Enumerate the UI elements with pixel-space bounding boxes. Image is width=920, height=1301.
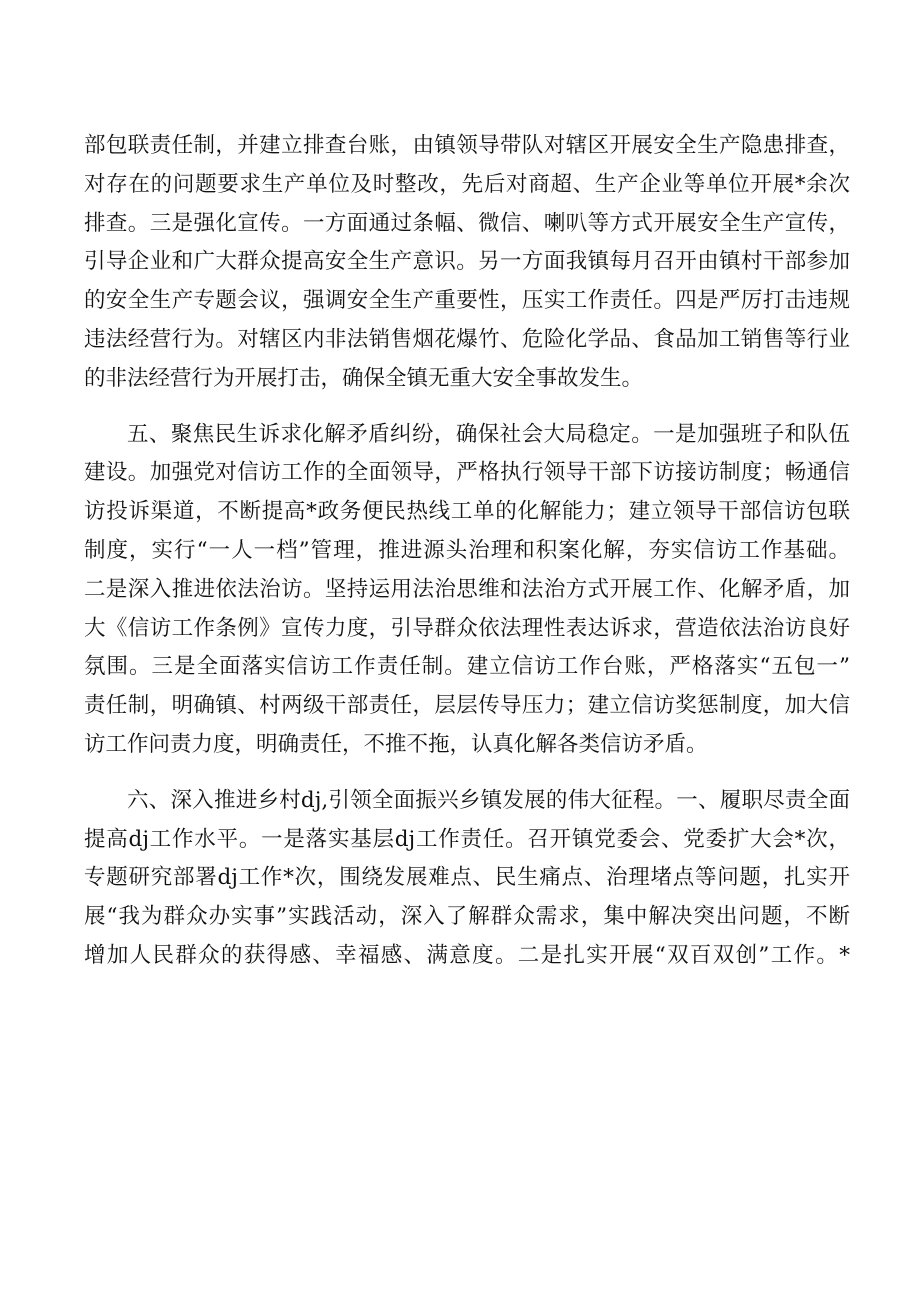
text-line: 的安全生产专题会议，强调安全生产重要性，压实工作责任。四是严厉打击违规 xyxy=(84,288,850,314)
text-line: 氛围。三是全面落实信访工作责任制。建立信访工作台账，严格落实“五包一” xyxy=(84,654,850,680)
text-line: 建设。加强党对信访工作的全面领导，严格执行领导干部下访接访制度；畅通信 xyxy=(84,460,850,486)
text-line: 提高dj工作水平。一是落实基层dj工作责任。召开镇党委会、党委扩大会*次， xyxy=(84,826,850,852)
text-line: 对存在的问题要求生产单位及时整改，先后对商超、生产企业等单位开展*余次 xyxy=(84,171,850,197)
paragraph-petition-work xyxy=(84,416,850,765)
paragraph-rural-party-building xyxy=(84,782,850,976)
text-line: 排查。三是强化宣传。一方面通过条幅、微信、喇叭等方式开展安全生产宣传， xyxy=(84,210,850,236)
paragraph-spacer xyxy=(84,399,850,416)
text-line: 违法经营行为。对辖区内非法销售烟花爆竹、危险化学品、食品加工销售等行业 xyxy=(84,326,850,352)
text-line: 引导企业和广大群众提高安全生产意识。另一方面我镇每月召开由镇村干部参加 xyxy=(84,249,850,275)
text-line: 专题研究部署dj工作*次，围绕发展难点、民生痛点、治理堵点等问题，扎实开 xyxy=(84,865,850,891)
text-line: 的非法经营行为开展打击，确保全镇无重大安全事故发生。 xyxy=(84,365,644,391)
text-line: 展“我为群众办实事”实践活动，深入了解群众需求，集中解决突出问题，不断 xyxy=(84,904,850,930)
text-line: 增加人民群众的获得感、幸福感、满意度。二是扎实开展“双百双创”工作。* xyxy=(84,942,850,968)
text-line: 六、深入推进乡村dj,引领全面振兴乡镇发展的伟大征程。一、履职尽责全面 xyxy=(127,787,850,813)
document-body xyxy=(84,127,850,976)
text-line: 访工作问责力度，明确责任，不推不拖，认真化解各类信访矛盾。 xyxy=(84,731,708,757)
text-line: 二是深入推进依法治访。坚持运用法治思维和法治方式开展工作、化解矛盾，加 xyxy=(84,576,850,602)
text-line: 五、聚焦民生诉求化解矛盾纠纷，确保社会大局稳定。一是加强班子和队伍 xyxy=(127,421,850,447)
text-line: 大《信访工作条例》宣传力度，引导群众依法理性表达诉求，营造依法治访良好 xyxy=(84,615,850,641)
text-line: 责任制，明确镇、村两级干部责任，层层传导压力；建立信访奖惩制度，加大信 xyxy=(84,693,850,719)
paragraph-spacer xyxy=(84,765,850,782)
text-line: 制度，实行“一人一档”管理，推进源头治理和积案化解，夯实信访工作基础。 xyxy=(84,537,850,563)
paragraph-safety-production xyxy=(84,127,850,399)
text-line: 访投诉渠道，不断提高*政务便民热线工单的化解能力；建立领导干部信访包联 xyxy=(84,499,850,525)
text-line: 部包联责任制，并建立排查台账，由镇领导带队对辖区开展安全生产隐患排查， xyxy=(84,133,850,158)
